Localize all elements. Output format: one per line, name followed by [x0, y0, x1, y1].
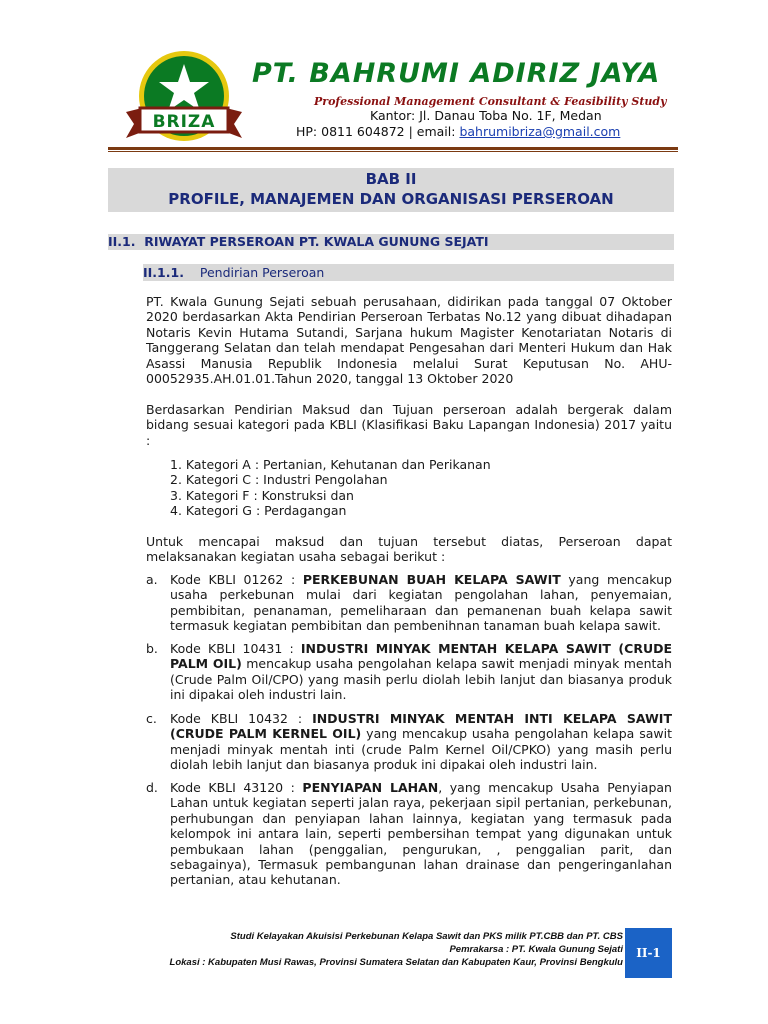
- logo-text: BRIZA: [152, 112, 216, 132]
- page-number: II-1: [625, 928, 672, 978]
- paragraph-establishment: PT. Kwala Gunung Sejati sebuah perusahaan, didirikan pada tanggal 07 Oktober 2020 berdasarkan Akta Pendirian Perseroan Terbatas No.12 yang dibuat dihadapan Notaris Kevin Hutama Sutandi, Sarjana hukum Magister Kenotariatan Notaris di Tanggerang Selatan dan telah mendapat Pengesahan dari Menteri Hukum dan Hak Asassi Manusia Republik Indonesia melalui Surat Keputusan No. AHU-00052935.AH.01.01.Tahun 2020, tanggal 13 Oktober 2020: [146, 294, 672, 387]
- company-tagline: Professional Management Consultant & Feasibility Study: [314, 95, 667, 108]
- contact-line: [296, 124, 620, 139]
- section-title: RIWAYAT PERSEROAN PT. KWALA GUNUNG SEJATI: [144, 234, 489, 249]
- activity-code: Kode KBLI 43120 :: [170, 780, 295, 795]
- activity-item: [146, 780, 672, 888]
- footer-initiator: Pemrakarsa : PT. Kwala Gunung Sejati: [449, 944, 623, 955]
- list-item: 3. Kategori F : Konstruksi dan: [170, 487, 354, 503]
- activity-code: Kode KBLI 10431 :: [170, 641, 294, 656]
- activity-name: PENYIAPAN LAHAN: [302, 780, 439, 795]
- list-item: 1. Kategori A : Pertanian, Kehutanan dan Perikanan: [170, 457, 491, 472]
- section-number: II.1.: [108, 234, 136, 249]
- activity-item: [146, 641, 672, 703]
- paragraph-activities-intro: Untuk mencapai maksud dan tujuan tersebut diatas, Perseroan dapat melaksanakan kegiatan usaha sebagai berikut :: [146, 534, 672, 565]
- activity-marker: b.: [146, 641, 158, 656]
- subsection-heading: [143, 264, 674, 281]
- chapter-title-box: [108, 168, 674, 212]
- header-rule-thin: [108, 151, 678, 152]
- chapter-number: BAB II: [365, 170, 417, 188]
- activity-desc: yang mencakup usaha pengolahan kelapa sawit menjadi minyak mentah inti (crude Palm Kernel Oil/CPKO) yang masih perlu diolah lebih lanjut dan biasanya produk ini dipakai oleh industri lain.: [170, 726, 673, 773]
- activity-marker: d.: [146, 780, 158, 795]
- activity-code: Kode KBLI 01262 :: [170, 572, 296, 587]
- paragraph-purpose: Berdasarkan Pendirian Maksud dan Tujuan perseroan adalah bergerak dalam bidang sesuai kategori pada KBLI (Klasifikasi Baku Lapangan Indonesia) 2017 yaitu :: [146, 402, 672, 448]
- chapter-title: PROFILE, MANAJEMEN DAN ORGANISASI PERSEROAN: [168, 190, 614, 208]
- office-address: Kantor: Jl. Danau Toba No. 1F, Medan: [370, 108, 602, 123]
- activity-name: INDUSTRI MINYAK MENTAH KELAPA SAWIT (CRUDE PALM OIL): [170, 641, 673, 672]
- list-item: 2. Kategori C : Industri Pengolahan: [170, 472, 388, 488]
- footer-study-title: Studi Kelayakan Akuisisi Perkebunan Kelapa Sawit dan PKS milik PT.CBB dan PT. CBS: [230, 931, 623, 942]
- email-link[interactable]: bahrumibriza@gmail.com: [459, 124, 621, 139]
- activity-name: PERKEBUNAN BUAH KELAPA SAWIT: [302, 572, 561, 587]
- activity-desc: mencakup usaha pengolahan kelapa sawit menjadi minyak mentah (Crude Palm Oil/CPO) yang masih perlu diolah lebih lanjut dan biasanya produk ini dipakai oleh industri lain.: [170, 656, 672, 703]
- subsection-title: Pendirian Perseroan: [199, 265, 325, 280]
- list-item: 4. Kategori G : Perdagangan: [170, 503, 347, 519]
- activity-marker: c.: [146, 711, 157, 726]
- header-rule: [108, 147, 678, 150]
- briza-logo: [122, 50, 246, 142]
- footer-location: Lokasi : Kabupaten Musi Rawas, Provinsi Sumatera Selatan dan Kabupaten Kaur, Provinsi Bengkulu: [169, 957, 623, 968]
- activity-desc: , yang mencakup Usaha Penyiapan Lahan untuk kegiatan seperti jalan raya, pekerjaan sipil pertanian, perkebunan, perhubungan dan penyiapan lahan lainnya, kegiatan yang termasuk pada kelompok ini antara lain, seperti pembersihan tempat yang digunakan untuk pembukaan lahan (penggalian, pengurukan, , penggalian parit, dan sebagainya), Termasuk pembangunan lahan drainase dan pengeringanlahan pertanian, atau kehutanan.: [170, 780, 672, 888]
- company-name: PT. BAHRUMI ADIRIZ JAYA: [252, 58, 661, 89]
- section-heading: [108, 234, 674, 250]
- activity-item: [146, 711, 672, 773]
- contact-prefix: HP: 0811 604872 | email:: [296, 124, 460, 139]
- activity-code: Kode KBLI 10432 :: [170, 711, 303, 726]
- activity-name: INDUSTRI MINYAK MENTAH INTI KELAPA SAWIT (CRUDE PALM KERNEL OIL): [170, 711, 672, 742]
- category-list: [170, 457, 491, 519]
- activity-marker: a.: [146, 572, 158, 587]
- activity-desc: yang mencakup usaha perkebunan mulai dari kegiatan pengolahan lahan, penyemaian, pembibitan, penanaman, pemeliharaan dan pemanenan buah kelapa sawit termasuk kegiatan pembibitan dan pembenihnan tanaman buah kelapa sawit.: [170, 572, 672, 634]
- subsection-number: II.1.1.: [143, 265, 184, 280]
- activity-item: [146, 572, 672, 634]
